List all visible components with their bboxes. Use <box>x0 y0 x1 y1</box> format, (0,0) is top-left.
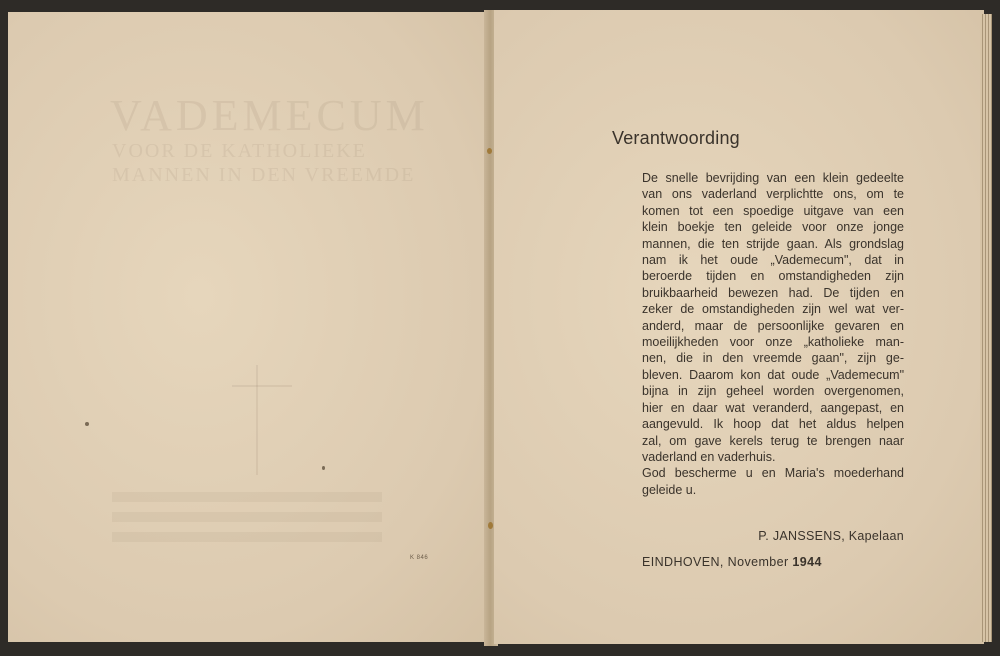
body-line: zeker de omstandigheden zijn wel wat ver- <box>642 302 904 317</box>
body-line: mannen, die ten strijde gaan. Als grondslag <box>642 236 904 251</box>
show-through-cross <box>256 365 258 475</box>
staple-mark <box>488 522 493 529</box>
body-line: nam ik het oude „Vademecum", dat in <box>642 253 904 268</box>
staple-mark <box>487 148 492 154</box>
body-line: moeilijkheden voor onze „katholieke man- <box>642 335 904 350</box>
body-line: geleide u. <box>642 482 697 497</box>
body-line: God bescherme u en Maria's moederhand <box>642 466 904 481</box>
body-line: zal, om gave kerels terug te brengen naar <box>642 433 904 448</box>
signature: P. JANSSENS, Kapelaan <box>758 529 904 543</box>
show-through-block <box>112 492 382 502</box>
place-date <box>642 555 822 569</box>
paper-speck <box>322 466 325 470</box>
body-line: vaderland en vaderhuis. <box>642 449 776 464</box>
body-line: komen tot een spoedige uitgave van een <box>642 203 904 218</box>
show-through-block <box>112 512 382 522</box>
body-line: bruikbaarheid bewezen had. De tijden en <box>642 285 904 300</box>
body-line: De snelle bevrijding van een klein gedeelte <box>642 171 904 185</box>
body-line: bleven. Daarom kon dat oude „Vademecum" <box>642 367 904 382</box>
show-through-line: MANNEN IN DEN VREEMDE <box>112 164 416 186</box>
print-code: K 846 <box>410 555 429 561</box>
show-through-cross <box>232 385 292 387</box>
place-month: EINDHOVEN, November <box>642 555 789 569</box>
year: 1944 <box>792 555 822 569</box>
paper-speck <box>85 422 89 426</box>
show-through-block <box>112 532 382 542</box>
body-line: aangevuld. Ik hoop dat het aldus helpen <box>642 417 904 432</box>
body-line: van ons vaderland verplichtte ons, om te <box>642 187 904 202</box>
show-through-line: VOOR DE KATHOLIEKE <box>112 140 367 162</box>
body-line: anderd, maar de persoonlijke gevaren en <box>642 318 904 333</box>
page-edges <box>980 14 992 642</box>
body-line: beroerde tijden en omstandigheden zijn <box>642 269 904 284</box>
body-line: hier en daar wat veranderd, aangepast, en <box>642 400 904 415</box>
body-line: klein boekje ten geleide voor onze jonge <box>642 220 904 235</box>
body-line: bijna in zijn geheel worden overgenomen, <box>642 384 904 399</box>
show-through-title: VADEMECUM <box>110 91 429 140</box>
body-text <box>642 170 904 498</box>
page-heading: Verantwoording <box>612 128 740 148</box>
body-line: nen, die in den vreemde gaan", zijn ge- <box>642 351 904 366</box>
